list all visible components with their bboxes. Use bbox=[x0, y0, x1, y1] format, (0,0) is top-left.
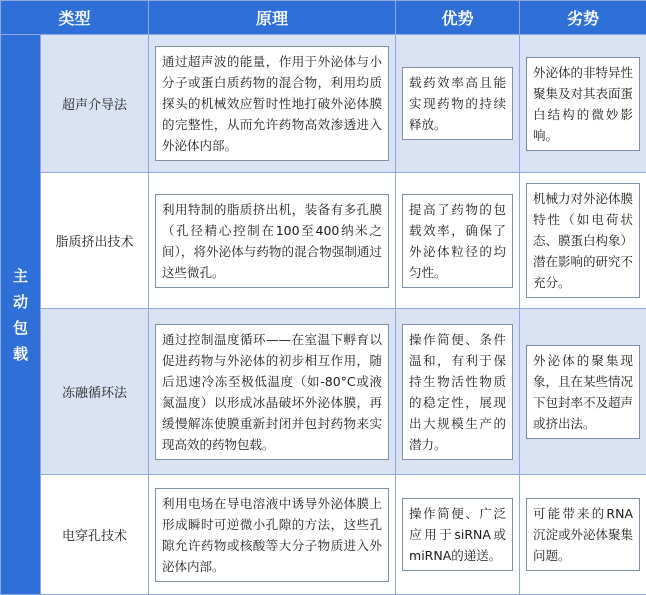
type-cell: 冻融循环法 bbox=[41, 309, 149, 475]
type-cell: 脂质挤出技术 bbox=[41, 173, 149, 309]
disadvantage-cell bbox=[520, 173, 646, 309]
principle-cell bbox=[149, 309, 396, 475]
principle-text: 利用特制的脂质挤出机，装备有多孔膜（孔径精心控制在100至400纳米之间），将外泌体与药物的混合物强制通过这些微孔。 bbox=[155, 194, 389, 288]
principle-text: 利用电场在导电溶液中诱导外泌体膜上形成瞬时可逆微小孔隙的方法，这些孔隙允许药物或核酸等大分子物质进入外泌体内部。 bbox=[155, 488, 389, 582]
header-type: 类型 bbox=[1, 1, 149, 35]
disadvantage-text: 外泌体的非特异性聚集及对其表面蛋白结构的微妙影响。 bbox=[526, 57, 640, 151]
table-row bbox=[1, 173, 646, 309]
header-disadvantage: 劣势 bbox=[520, 1, 646, 35]
disadvantage-text: 可能带来的RNA沉淀或外泌体聚集问题。 bbox=[526, 498, 640, 571]
table-row bbox=[1, 309, 646, 475]
category-cell bbox=[1, 35, 41, 595]
type-cell: 电穿孔技术 bbox=[41, 475, 149, 595]
principle-text: 通过控制温度循环——在室温下孵育以促进药物与外泌体的初步相互作用，随后迅速冷冻至极低温度（如-80°C或液氮温度）以形成冰晶破坏外泌体膜，再缓慢解冻使膜重新封闭并包封药物来实现高效的药物包载。 bbox=[155, 324, 389, 460]
type-cell: 超声介导法 bbox=[41, 35, 149, 173]
table-header-row bbox=[1, 1, 646, 35]
advantage-text: 操作简便、条件温和，有利于保持生物活性物质的稳定性，展现出大规模生产的潜力。 bbox=[402, 324, 513, 460]
advantage-cell bbox=[396, 309, 520, 475]
principle-text: 通过超声波的能量，作用于外泌体与小分子或蛋白质药物的混合物，利用均质探头的机械效应暂时性地打破外泌体膜的完整性，从而允许药物高效渗透进入外泌体内部。 bbox=[155, 46, 389, 161]
advantage-cell bbox=[396, 35, 520, 173]
advantage-text: 载药效率高且能实现药物的持续释放。 bbox=[402, 67, 513, 140]
principle-cell bbox=[149, 35, 396, 173]
header-advantage: 优势 bbox=[396, 1, 520, 35]
header-principle: 原理 bbox=[149, 1, 396, 35]
principle-cell bbox=[149, 173, 396, 309]
table-row bbox=[1, 35, 646, 173]
advantage-text: 操作简便、广泛应用于siRNA或miRNA的递送。 bbox=[402, 498, 513, 571]
disadvantage-cell bbox=[520, 475, 646, 595]
advantage-cell bbox=[396, 173, 520, 309]
disadvantage-text: 机械力对外泌体膜特性（如电荷状态、膜蛋白构象）潜在影响的研究不充分。 bbox=[526, 183, 640, 298]
advantage-cell bbox=[396, 475, 520, 595]
disadvantage-cell bbox=[520, 35, 646, 173]
table-row bbox=[1, 475, 646, 595]
category-label: 主动包载 bbox=[12, 266, 28, 363]
principle-cell bbox=[149, 475, 396, 595]
disadvantage-cell bbox=[520, 309, 646, 475]
advantage-text: 提高了药物的包载效率，确保了外泌体粒径的均匀性。 bbox=[402, 194, 513, 288]
disadvantage-text: 外泌体的聚集现象，且在某些情况下包封率不及超声或挤出法。 bbox=[526, 345, 640, 439]
